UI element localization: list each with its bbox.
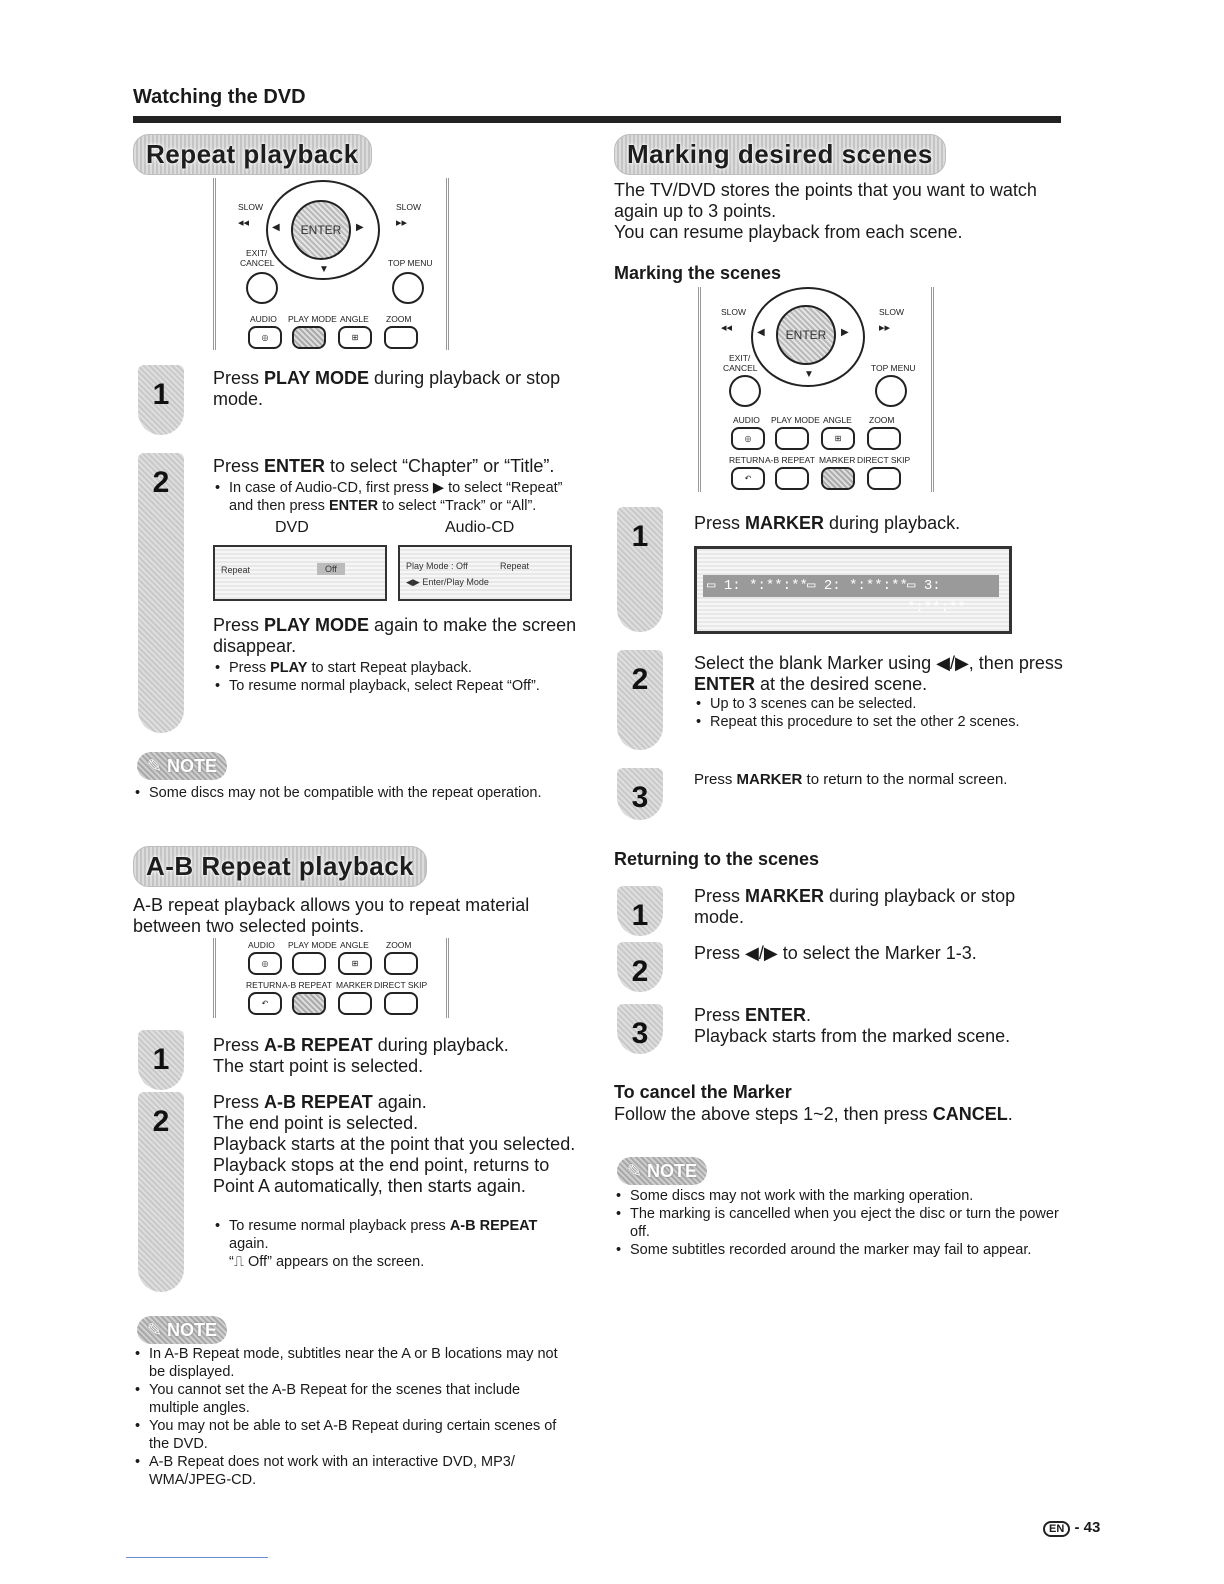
repeat-note-1: • Some discs may not be compatible with the repeat operation. xyxy=(133,784,559,802)
marking-step-1-text: Press MARKER during playback. xyxy=(694,513,961,533)
step-1-text: Press PLAY MODE during playback or stop mode. xyxy=(213,368,561,409)
slow-reverse-icon: ◂◂ xyxy=(721,322,733,334)
exit-label: EXIT/ xyxy=(729,353,751,363)
audio-cd-osd-screen: Play Mode : Off Repeat ◀▶ Enter/Play Mode xyxy=(398,545,572,601)
remote-illustration-marker xyxy=(698,287,934,492)
section-title-ab-repeat: A-B Repeat playback xyxy=(133,846,427,887)
marking-step-2-bullet: • Repeat this procedure to set the other 2 scenes. xyxy=(694,713,1030,731)
top-menu-button xyxy=(392,272,424,304)
ab-repeat-button xyxy=(292,992,326,1015)
ab-note: • In A-B Repeat mode, subtitles near the A or B locations may not be displayed. xyxy=(133,1345,573,1381)
zoom-button xyxy=(384,952,418,975)
ab-repeat-button xyxy=(775,467,809,490)
zoom-label: ZOOM xyxy=(386,940,412,950)
exit-cancel-button xyxy=(729,375,761,407)
marking-step-2-bullet: • Up to 3 scenes can be selected. xyxy=(694,695,1064,713)
step-number: 1 xyxy=(617,507,663,632)
slow-forward-icon: ▸▸ xyxy=(879,322,891,334)
top-menu-label: TOP MENU xyxy=(388,258,433,268)
enter-button: ENTER xyxy=(291,200,351,260)
top-menu-button xyxy=(875,375,907,407)
subhead-returning: Returning to the scenes xyxy=(614,849,820,869)
step-number: 2 xyxy=(138,453,184,733)
returning-step-3-text: Press ENTER. Playback starts from the marked scene. xyxy=(694,1005,1011,1046)
zoom-label: ZOOM xyxy=(386,314,412,324)
return-button: ↶ xyxy=(248,992,282,1015)
right-arrow-icon: ▶ xyxy=(841,327,849,338)
page-title: Watching the DVD xyxy=(133,86,306,108)
step-number: 3 xyxy=(617,768,663,820)
right-arrow-icon: ▶ xyxy=(356,222,364,233)
audio-button: ◎ xyxy=(248,326,282,349)
marking-step-3-text: Press MARKER to return to the normal screen. xyxy=(694,771,1008,788)
ab-notes xyxy=(133,1345,573,1489)
zoom-button xyxy=(867,427,901,450)
cancel-label: CANCEL xyxy=(240,258,275,268)
marker-label: MARKER xyxy=(819,455,856,465)
ab-intro: A-B repeat playback allows you to repeat material between two selected points. xyxy=(133,895,530,936)
direct-skip-label: DIRECT SKIP xyxy=(374,980,428,990)
return-button: ↶ xyxy=(731,467,765,490)
marker-slot-3: ▭ 3: *:**:** xyxy=(907,578,966,616)
marker-label: MARKER xyxy=(336,980,373,990)
slow-left-label: SLOW xyxy=(721,307,747,317)
note-badge: ✎ NOTE xyxy=(137,752,227,780)
ab-step-2-bullet: • To resume normal playback press A-B REPEAT again. xyxy=(213,1217,559,1253)
play-mode-button xyxy=(292,326,326,349)
marking-note: • Some subtitles recorded around the marker may fail to appear. xyxy=(614,1241,1059,1259)
slow-right-label: SLOW xyxy=(879,307,905,317)
marker-button xyxy=(338,992,372,1015)
audio-label: AUDIO xyxy=(733,415,760,425)
subhead-cancel-marker: To cancel the Marker xyxy=(614,1082,792,1102)
cancel-marker-text: Follow the above steps 1~2, then press CANCEL. xyxy=(614,1104,1013,1124)
angle-label: ANGLE xyxy=(340,314,369,324)
zoom-label: ZOOM xyxy=(869,415,895,425)
remote-illustration-repeat xyxy=(213,178,449,350)
step-number: 1 xyxy=(138,1030,184,1090)
enter-button: ENTER xyxy=(776,305,836,365)
play-mode-label: PLAY MODE xyxy=(288,314,337,324)
left-arrow-icon: ◀ xyxy=(272,222,280,233)
subhead-marking-scenes: Marking the scenes xyxy=(614,263,782,283)
ab-note: • You cannot set the A-B Repeat for the scenes that include multiple angles. xyxy=(133,1381,573,1417)
dvd-osd-screen: Repeat Off xyxy=(213,545,387,601)
angle-button: ⊞ xyxy=(821,427,855,450)
angle-label: ANGLE xyxy=(340,940,369,950)
marker-slot-2: ▭ 2: *:**:** xyxy=(807,578,908,594)
returning-step-2-text: Press ◀/▶ to select the Marker 1-3. xyxy=(694,943,977,963)
ab-repeat-label: A-B REPEAT xyxy=(765,455,815,465)
step-2-line-1: Press ENTER to select “Chapter” or “Title”. xyxy=(213,456,555,476)
direct-skip-label: DIRECT SKIP xyxy=(857,455,911,465)
page-number: EN - 43 xyxy=(1043,1519,1100,1537)
direct-skip-button xyxy=(867,467,901,490)
language-badge: EN xyxy=(1043,1521,1070,1537)
slow-left-label: SLOW xyxy=(238,202,264,212)
left-arrow-icon: ◀ xyxy=(757,327,765,338)
top-menu-label: TOP MENU xyxy=(871,363,916,373)
audio-button: ◎ xyxy=(731,427,765,450)
step-2-bullet-3: • To resume normal playback, select Repeat “Off”. xyxy=(213,677,574,695)
step-number: 3 xyxy=(617,1004,663,1054)
ab-repeat-label: A-B REPEAT xyxy=(282,980,332,990)
return-label: RETURN xyxy=(246,980,282,990)
marking-intro: The TV/DVD stores the points that you want to watch again up to 3 points. You can resume playback from each scene. xyxy=(614,180,1037,242)
audio-cd-label: Audio-CD xyxy=(445,519,515,536)
play-mode-label: PLAY MODE xyxy=(288,940,337,950)
step-2-bullet-1: • In case of Audio-CD, first press ▶ to select “Repeat” and then press ENTER to select “Track” or “All”. xyxy=(213,479,574,515)
play-mode-label: PLAY MODE xyxy=(771,415,820,425)
step-2-bullet-2: • Press PLAY to start Repeat playback. xyxy=(213,659,588,677)
cancel-label: CANCEL xyxy=(723,363,758,373)
exit-cancel-button xyxy=(246,272,278,304)
note-badge: ✎ NOTE xyxy=(137,1316,227,1344)
ab-step-2-block: Press A-B REPEAT again. The end point is selected. Playback starts at the point that you selected. Playback stops at the end point, returns to Point A automatically, then starts again. • To resume normal playback press A-B REPEAT again. “⎍ Off” appears on the screen. xyxy=(213,1092,588,1271)
footer-line xyxy=(126,1557,268,1558)
ab-step-1-text: Press A-B REPEAT during playback. The start point is selected. xyxy=(213,1035,509,1076)
marking-note: • Some discs may not work with the marking operation. xyxy=(614,1187,1059,1205)
exit-label: EXIT/ xyxy=(246,248,268,258)
down-arrow-icon: ▼ xyxy=(804,369,814,380)
audio-button: ◎ xyxy=(248,952,282,975)
angle-label: ANGLE xyxy=(823,415,852,425)
ab-note: • A-B Repeat does not work with an interactive DVD, MP3/ WMA/JPEG-CD. xyxy=(133,1453,573,1489)
step-2-block xyxy=(213,456,588,695)
step-number: 2 xyxy=(138,1092,184,1292)
step-number: 2 xyxy=(617,942,663,992)
play-mode-button xyxy=(292,952,326,975)
returning-step-1-text: Press MARKER during playback or stop mode. xyxy=(694,886,1016,927)
down-arrow-icon: ▼ xyxy=(319,264,329,275)
marking-note: • The marking is cancelled when you eject the disc or turn the power off. xyxy=(614,1205,1059,1241)
zoom-button xyxy=(384,326,418,349)
angle-button: ⊞ xyxy=(338,326,372,349)
section-title-marking: Marking desired scenes xyxy=(614,134,946,175)
remote-illustration-ab xyxy=(213,938,449,1018)
angle-button: ⊞ xyxy=(338,952,372,975)
note-badge: ✎ NOTE xyxy=(617,1157,707,1185)
slow-forward-icon: ▸▸ xyxy=(396,217,408,229)
step-number: 1 xyxy=(138,365,184,435)
step-number: 2 xyxy=(617,650,663,750)
header-rule xyxy=(133,116,1061,123)
marking-step-2-block: Select the blank Marker using ◀/▶, then press ENTER at the desired scene. • Up to 3 scenes can be selected. • Repeat this procedure to set the other 2 scenes. xyxy=(694,653,1064,731)
audio-label: AUDIO xyxy=(250,314,277,324)
return-label: RETURN xyxy=(729,455,765,465)
step-number: 1 xyxy=(617,886,663,936)
step-2-line-2: Press PLAY MODE again to make the screen disappear. xyxy=(213,615,577,656)
marker-slot-1: ▭ 1: *:**:** xyxy=(707,578,808,594)
marking-notes xyxy=(614,1187,1059,1259)
dvd-label: DVD xyxy=(275,519,309,536)
marker-button xyxy=(821,467,855,490)
direct-skip-button xyxy=(384,992,418,1015)
slow-reverse-icon: ◂◂ xyxy=(238,217,250,229)
marker-osd-screen xyxy=(694,546,1012,634)
play-mode-button xyxy=(775,427,809,450)
section-title-repeat: Repeat playback xyxy=(133,134,372,175)
ab-note: • You may not be able to set A-B Repeat during certain scenes of the DVD. xyxy=(133,1417,573,1453)
audio-label: AUDIO xyxy=(248,940,275,950)
slow-right-label: SLOW xyxy=(396,202,422,212)
